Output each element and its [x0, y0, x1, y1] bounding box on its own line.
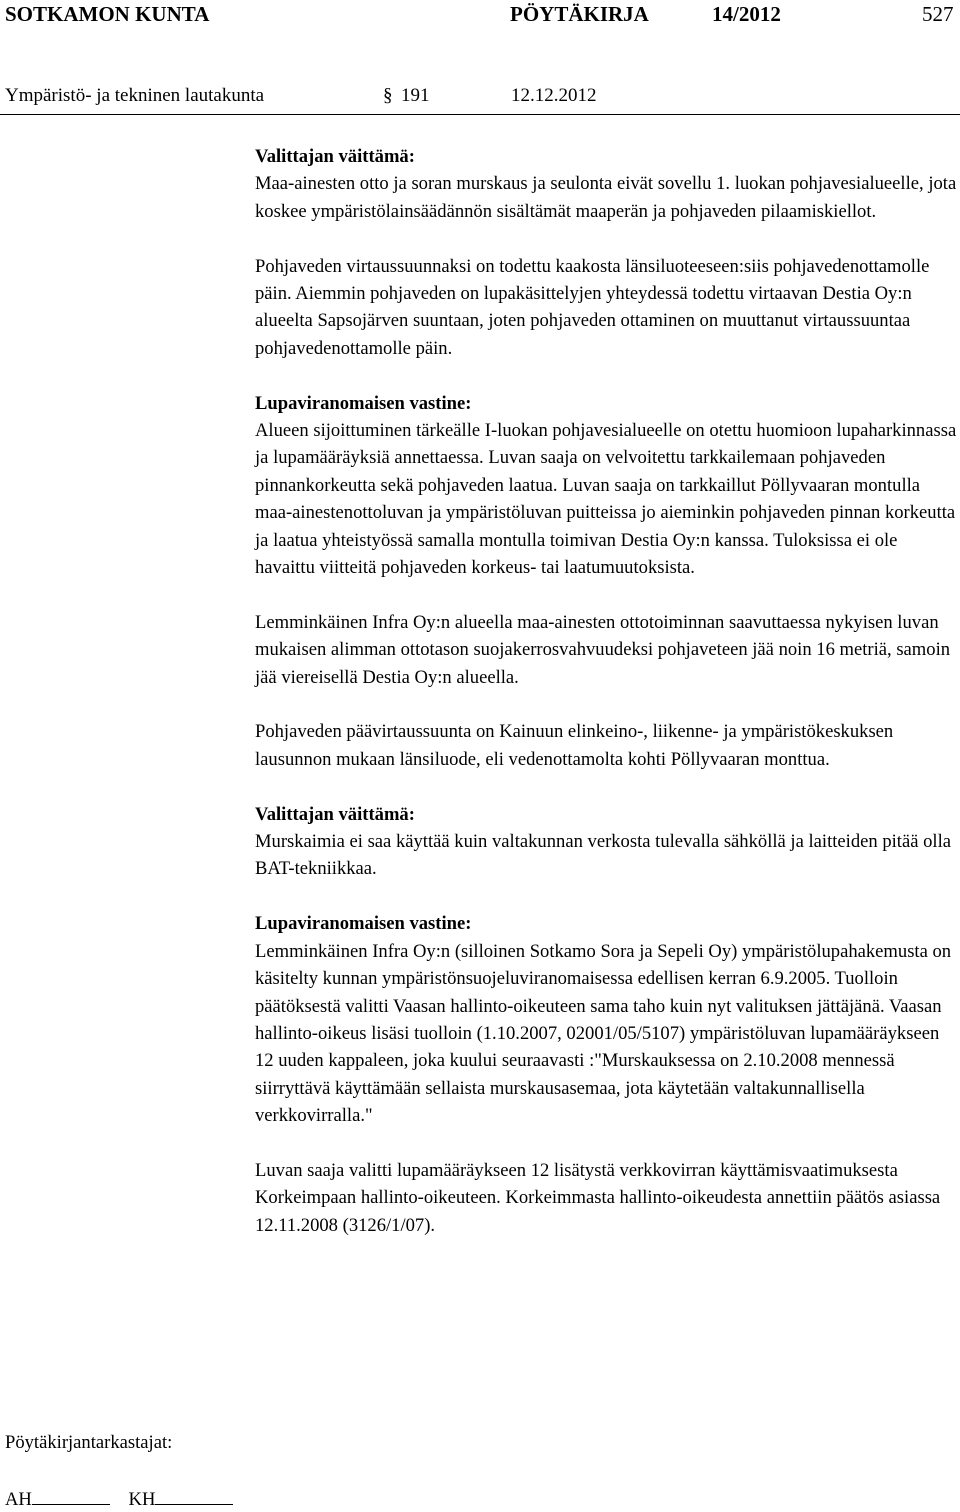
block-text: Lemminkäinen Infra Oy:n (silloinen Sotkamo Sora ja Sepeli Oy) ympäristölupahakemusta on käsitelty kunnan ympäristönsuojeluviranomaisessa edellisen kerran 6.9.2005. Tuolloin päätöksestä valitti Vaasan hallinto-oikeuteen sama taho kuin nyt valituksen jättäjänä. Vaasan hallinto-oikeus lisäsi tuolloin (1.10.2007, 02001/05/5107) ympäristöluvan lupamääräykseen 12 uuden kappaleen, joka kuului seuraavasti :"Murskauksessa on 2.10.2008 mennessä siirryttävä käyttämään sellaista murskausasemaa, jota käytetään valtakunnallisella verkkovirralla.": [255, 940, 952, 1127]
checker-initials-2: KH: [128, 1489, 156, 1510]
text-block: [255, 1157, 958, 1239]
section-mark: §: [383, 85, 393, 106]
block-text: Alueen sijoittuminen tärkeälle I-luokan pohjavesialueelle on otettu huomioon lupaharkinnassa ja lupamääräyksiä annettaessa. Luvan saaja on velvoitettu tarkkailemaan pohjaveden pinnankorkeutta sekä pohjaveden laatua. Luvan saaja on tarkkaillut Pöllyvaaran montulla maa-ainestenottoluvan ja ympäristöluvan puitteissa jo aieminkin pohjaveden pinnan korkeutta ja laatua yhteistyössä samalla montulla toimivan Destia Oy:n kanssa. Tuloksissa ei ole havaittu viitteitä pohjaveden korkeus- tai laatumuutoksista.: [255, 420, 957, 579]
block-text: Maa-ainesten otto ja soran murskaus ja seulonta eivät sovellu 1. luokan pohjavesialueelle, jota koskee ympäristölainsäädännön sisältämät maaperän ja pohjaveden pilaamiskiellot.: [255, 173, 957, 222]
block-text: Pohjaveden virtaussuunnaksi on todettu kaakosta länsiluoteeseen:siis pohjavedenottamolle päin. Aiemmin pohjaveden on lupakäsittelyjen yhteydessä todettu virtaavan Destia Oy:n alueelta Sapsojärven suuntaan, joten pohjaveden ottaminen on muuttanut virtaussuuntaa pohjavedenottamolle päin.: [255, 255, 930, 359]
signature-line: [5, 1484, 233, 1511]
checker-initials-1: AH: [5, 1489, 32, 1510]
document-type: PÖYTÄKIRJA: [510, 2, 649, 26]
text-block: [255, 390, 958, 582]
text-block: [255, 143, 958, 225]
block-text: Murskaimia ei saa käyttää kuin valtakunnan verkosta tulevalla sähköllä ja laitteiden pitää olla BAT-tekniikkaa.: [255, 831, 951, 880]
text-block: [255, 910, 958, 1129]
municipality-name: SOTKAMON KUNTA: [5, 2, 210, 26]
header-divider: [0, 114, 960, 115]
block-heading: Valittajan väittämä:: [255, 146, 415, 167]
committee-name: Ympäristö- ja tekninen lautakunta: [5, 85, 265, 106]
document-body: [255, 143, 958, 1267]
block-heading: Lupaviranomaisen vastine:: [255, 913, 472, 935]
text-block: [255, 718, 958, 773]
page-number: 527: [922, 2, 954, 26]
text-block: [255, 609, 958, 691]
block-text: Pohjaveden päävirtaussuunta on Kainuun elinkeino-, liikenne- ja ympäristökeskuksen lausunnon mukaan länsiluode, eli vedenottamolta kohti Pöllyvaaran monttua.: [255, 721, 894, 770]
signature-underline-2: [155, 1484, 233, 1505]
page-header: [5, 2, 955, 32]
block-heading: Lupaviranomaisen vastine:: [255, 392, 472, 414]
block-text: Lemminkäinen Infra Oy:n alueella maa-ainesten ottotoiminnan saavuttaessa nykyisen luvan mukaisen alimman ottotason suojakerrosvahvuudeksi pohjaveteen jää noin 16 metriä, samoin jää viereisellä Destia Oy:n alueella.: [255, 611, 951, 688]
block-heading: Valittajan väittämä:: [255, 803, 415, 825]
issue-number: 14/2012: [712, 2, 781, 26]
minutes-checkers-label: Pöytäkirjantarkastajat:: [5, 1432, 173, 1453]
block-text: Luvan saaja valitti lupamääräykseen 12 lisätystä verkkovirran käyttämisvaatimuksesta Korkeimpaan hallinto-oikeuteen. Korkeimmasta hallinto-oikeudesta annettiin päätös asiassa 12.11.2008 (3126/1/07).: [255, 1159, 941, 1236]
text-block: [255, 801, 958, 883]
text-block: [255, 253, 958, 363]
meeting-date: 12.12.2012: [511, 85, 597, 106]
signature-underline-1: [32, 1484, 110, 1505]
section-number: 191: [401, 85, 430, 106]
